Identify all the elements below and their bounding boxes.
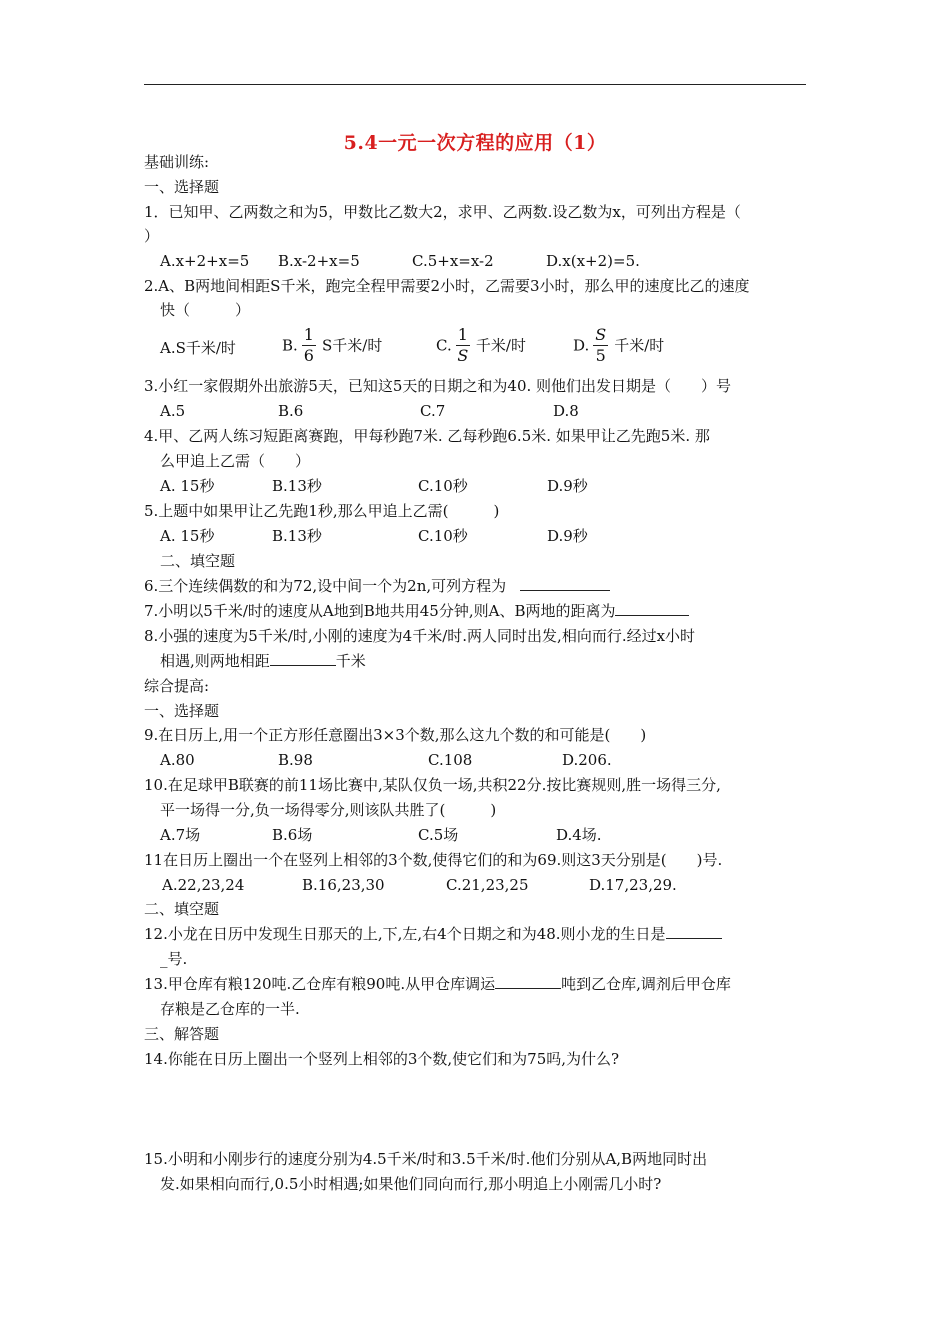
- q7-answer-blank[interactable]: [615, 601, 689, 616]
- question-15-stem-cont: 发.如果相向而行,0.5小时相遇;如果他们同向而行,那小明追上小刚需几小时?: [160, 1175, 662, 1193]
- section-heading-fill-2: 二、填空题: [144, 900, 220, 918]
- q2-option-d-fraction: [593, 325, 608, 366]
- q3-option-d: D.8: [553, 402, 579, 420]
- question-10-stem-cont: 平一场得一分,负一场得零分,则该队共胜了( ): [160, 801, 497, 819]
- page-title: 5.4一元一次方程的应用（1）: [343, 132, 607, 154]
- q10-option-d: D.4场.: [556, 826, 602, 844]
- q2-option-d-unit: 千米/时: [614, 336, 665, 355]
- q4-option-c: C.10秒: [418, 477, 468, 495]
- q9-option-d: D.206.: [562, 751, 612, 769]
- q9-option-a: A.80: [160, 751, 195, 769]
- q2-option-c-letter: C.: [436, 336, 452, 355]
- q3-option-c: C.7: [420, 402, 446, 420]
- q2-option-c-fraction: [456, 325, 470, 366]
- section-heading-fill: 二、填空题: [160, 552, 236, 570]
- q10-option-b: B.6场: [272, 826, 313, 844]
- advanced-heading: 综合提高:: [144, 677, 210, 695]
- q3-option-a: A.5: [160, 402, 186, 420]
- q10-option-a: A.7场: [160, 826, 201, 844]
- question-8-stem: 8.小强的速度为5千米/时,小刚的速度为4千米/时.两人同时出发,相向而行.经过x小时: [144, 627, 696, 645]
- q2-option-b-unit: S千米/时: [321, 336, 383, 355]
- q1-option-b: B.x-2+x=5: [278, 252, 360, 270]
- q5-option-b: B.13秒: [272, 527, 322, 545]
- question-7: [144, 601, 689, 621]
- q1-option-c: C.5+x=x-2: [412, 252, 494, 270]
- q9-option-b: B.98: [278, 751, 313, 769]
- q5-option-a: A. 15秒: [160, 527, 215, 545]
- q8-stem-post: 千米: [335, 652, 366, 670]
- section-heading-solve: 三、解答题: [144, 1025, 220, 1043]
- q2-d-numerator: S: [595, 325, 607, 344]
- q5-option-c: C.10秒: [418, 527, 468, 545]
- q11-option-d: D.17,23,29.: [589, 876, 677, 894]
- q13-stem-pre: 13.甲仓库有粮120吨.乙仓库有粮90吨.从甲仓库调运: [144, 975, 496, 993]
- q2-option-c: [436, 325, 526, 366]
- q12-answer-blank[interactable]: [666, 924, 722, 939]
- q4-option-b: B.13秒: [272, 477, 322, 495]
- question-1-stem: 1．已知甲、乙两数之和为5，甲数比乙数大2，求甲、乙两数.设乙数为x，可列出方程是（: [144, 203, 741, 221]
- q2-option-b-fraction: [302, 325, 316, 366]
- basic-heading: 基础训练:: [144, 153, 210, 171]
- question-12-stem: 12.小龙在日历中发现生日那天的上,下,左,右4个日期之和为48.则小龙的生日是: [144, 925, 666, 943]
- question-12: [144, 924, 722, 944]
- question-2-stem-cont: 快（ ）: [160, 301, 251, 319]
- q2-c-denominator: S: [457, 346, 469, 365]
- question-4-stem: 4.甲、乙两人练习短距离赛跑，甲每秒跑7米. 乙每秒跑6.5米. 如果甲让乙先跑5米. 那: [144, 427, 710, 445]
- q11-option-c: C.21,23,25: [446, 876, 529, 894]
- q2-option-d: [573, 325, 664, 366]
- q11-option-a: A.22,23,24: [162, 876, 245, 894]
- q6-answer-blank[interactable]: [520, 576, 610, 591]
- question-11-stem: 11在日历上圈出一个在竖列上相邻的3个数,使得它们的和为69.则这3天分别是( )号.: [144, 851, 723, 869]
- q13-answer-blank[interactable]: [495, 974, 561, 989]
- q8-answer-blank[interactable]: [270, 651, 336, 666]
- section-heading-choice-2: 一、选择题: [144, 702, 220, 720]
- q13-stem-post: 吨到乙仓库,调剂后甲仓库: [561, 975, 731, 993]
- question-13-stem-cont: 存粮是乙仓库的一半.: [160, 1000, 300, 1018]
- question-5-stem: 5.上题中如果甲让乙先跑1秒,那么甲追上乙需( ): [144, 502, 500, 520]
- q3-option-b: B.6: [278, 402, 304, 420]
- question-6-stem: 6.三个连续偶数的和为72,设中间一个为2n,可列方程为: [144, 577, 507, 595]
- q5-option-d: D.9秒: [547, 527, 588, 545]
- q4-option-d: D.9秒: [547, 477, 588, 495]
- section-heading-choice: 一、选择题: [144, 178, 220, 196]
- question-10-stem: 10.在足球甲B联赛的前11场比赛中,某队仅负一场,共积22分.按比赛规则,胜一场得三分,: [144, 776, 721, 794]
- q4-option-a: A. 15秒: [160, 477, 215, 495]
- q1-option-d: D.x(x+2)=5.: [546, 252, 640, 270]
- q1-option-a: A.x+2+x=5: [160, 252, 250, 270]
- q2-b-numerator: 1: [303, 325, 314, 344]
- q10-option-c: C.5场: [418, 826, 459, 844]
- q8-stem-pre: 相遇,则两地相距: [160, 652, 270, 670]
- q2-c-numerator: 1: [457, 325, 468, 344]
- q2-option-a: A.S千米/时: [160, 339, 236, 357]
- q2-d-denominator: 5: [595, 346, 606, 365]
- q2-b-denominator: 6: [303, 346, 314, 365]
- q9-option-c: C.108: [428, 751, 473, 769]
- question-8-stem-cont: [160, 651, 366, 671]
- header-rule: [144, 84, 806, 85]
- question-9-stem: 9.在日历上,用一个正方形任意圈出3×3个数,那么这九个数的和可能是( ): [144, 726, 647, 744]
- question-2-stem: 2.A、B两地间相距S千米，跑完全程甲需要2小时，乙需要3小时，那么甲的速度比乙的速度: [144, 277, 750, 295]
- q2-option-b-letter: B.: [282, 336, 298, 355]
- question-3-stem: 3.小红一家假期外出旅游5天，已知这5天的日期之和为40. 则他们出发日期是（ ）号: [144, 377, 732, 395]
- question-1-stem-cont: ）: [144, 227, 160, 245]
- q2-option-b: [282, 325, 382, 366]
- question-7-stem: 7.小明以5千米/时的速度从A地到B地共用45分钟,则A、B两地的距离为: [144, 602, 616, 620]
- q2-option-c-unit: 千米/时: [475, 336, 526, 355]
- question-4-stem-cont: 么甲追上乙需（ ）: [160, 452, 311, 470]
- question-13: [144, 974, 731, 994]
- question-6: [144, 576, 610, 596]
- q2-option-d-letter: D.: [573, 336, 590, 355]
- question-12-stem-cont: _号.: [160, 950, 188, 968]
- q11-option-b: B.16,23,30: [302, 876, 385, 894]
- question-14: 14.你能在日历上圈出一个竖列上相邻的3个数,使它们和为75吗,为什么?: [144, 1050, 620, 1068]
- question-15-stem: 15.小明和小刚步行的速度分别为4.5千米/时和3.5千米/时.他们分别从A,B两地同时出: [144, 1150, 708, 1168]
